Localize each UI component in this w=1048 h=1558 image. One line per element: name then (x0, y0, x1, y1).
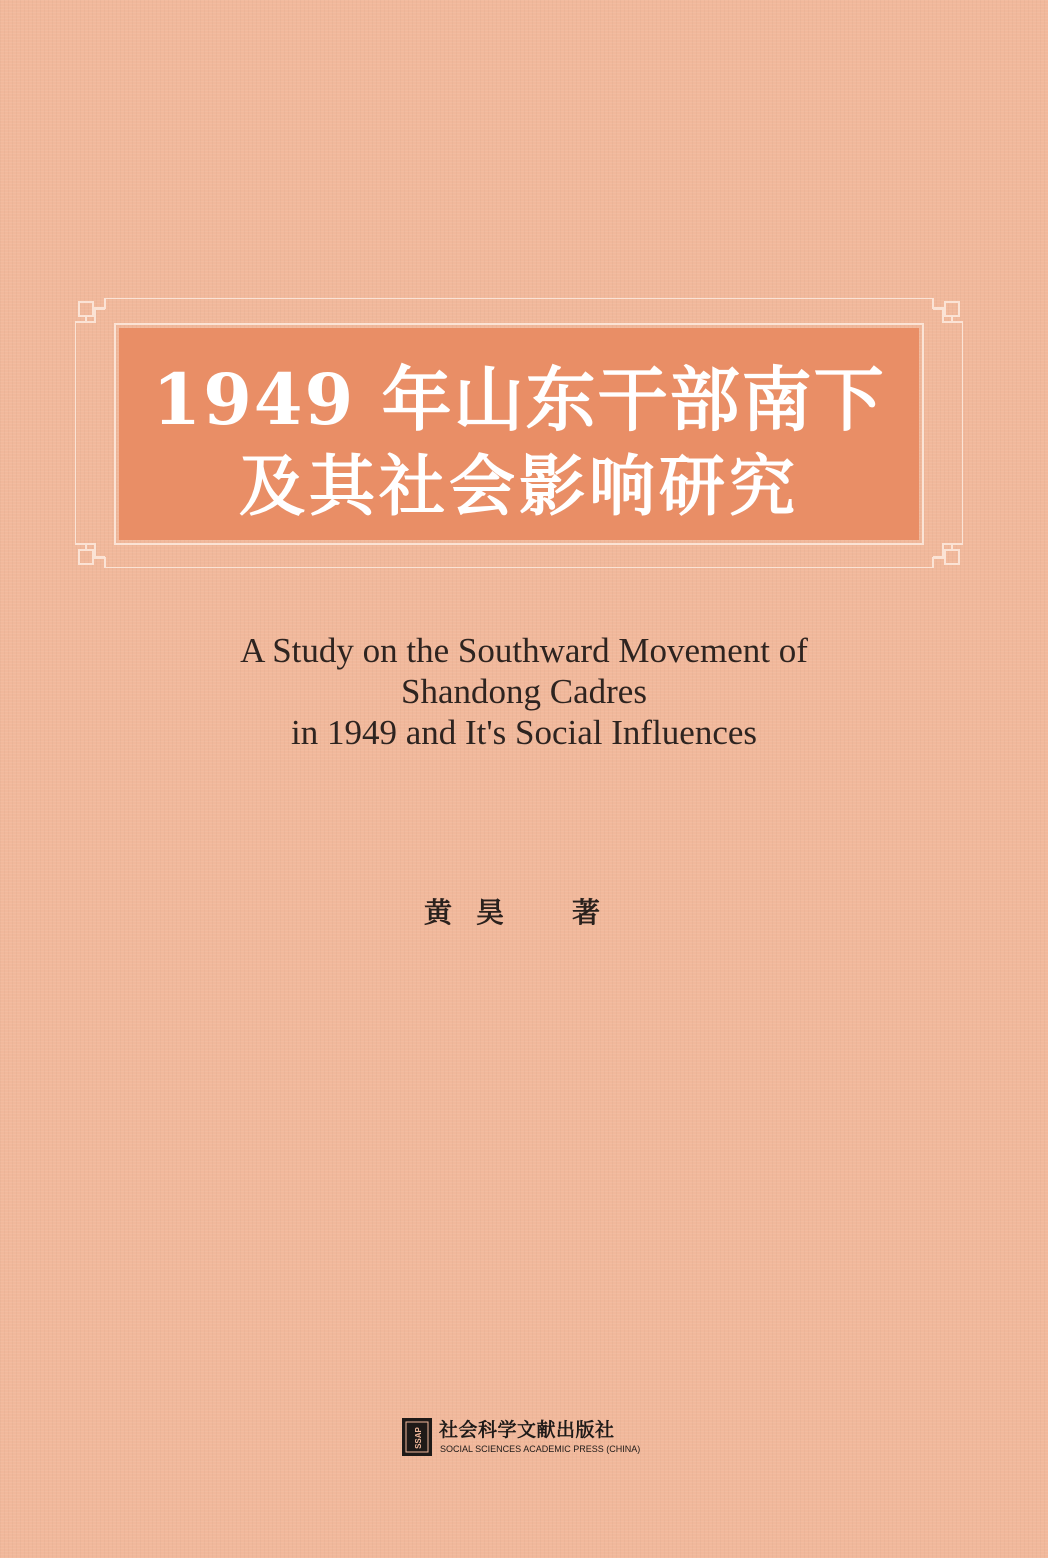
publisher-name-en: SOCIAL SCIENCES ACADEMIC PRESS (CHINA) (440, 1444, 641, 1454)
english-subtitle (124, 630, 924, 753)
author (424, 893, 624, 933)
author-role: 著 (572, 896, 601, 929)
english-subtitle-line-2: Shandong Cadres (401, 672, 647, 711)
book-title-line-1: 1949 年山东干部南下 (152, 358, 886, 441)
author-name-char-1: 黄 (424, 896, 453, 929)
publisher (402, 1418, 662, 1462)
publisher-logo-text: SSAP (414, 1427, 423, 1449)
author-name-char-2: 昊 (476, 896, 505, 929)
title-frame (75, 298, 963, 568)
book-title-line-2: 及其社会影响研究 (239, 447, 799, 525)
publisher-logo-icon (402, 1418, 432, 1456)
publisher-name-cn: 社会科学文献出版社 (439, 1419, 615, 1441)
english-subtitle-line-3: in 1949 and It's Social Influences (290, 713, 758, 752)
english-subtitle-line-1: A Study on the Southward Movement of (240, 631, 808, 670)
